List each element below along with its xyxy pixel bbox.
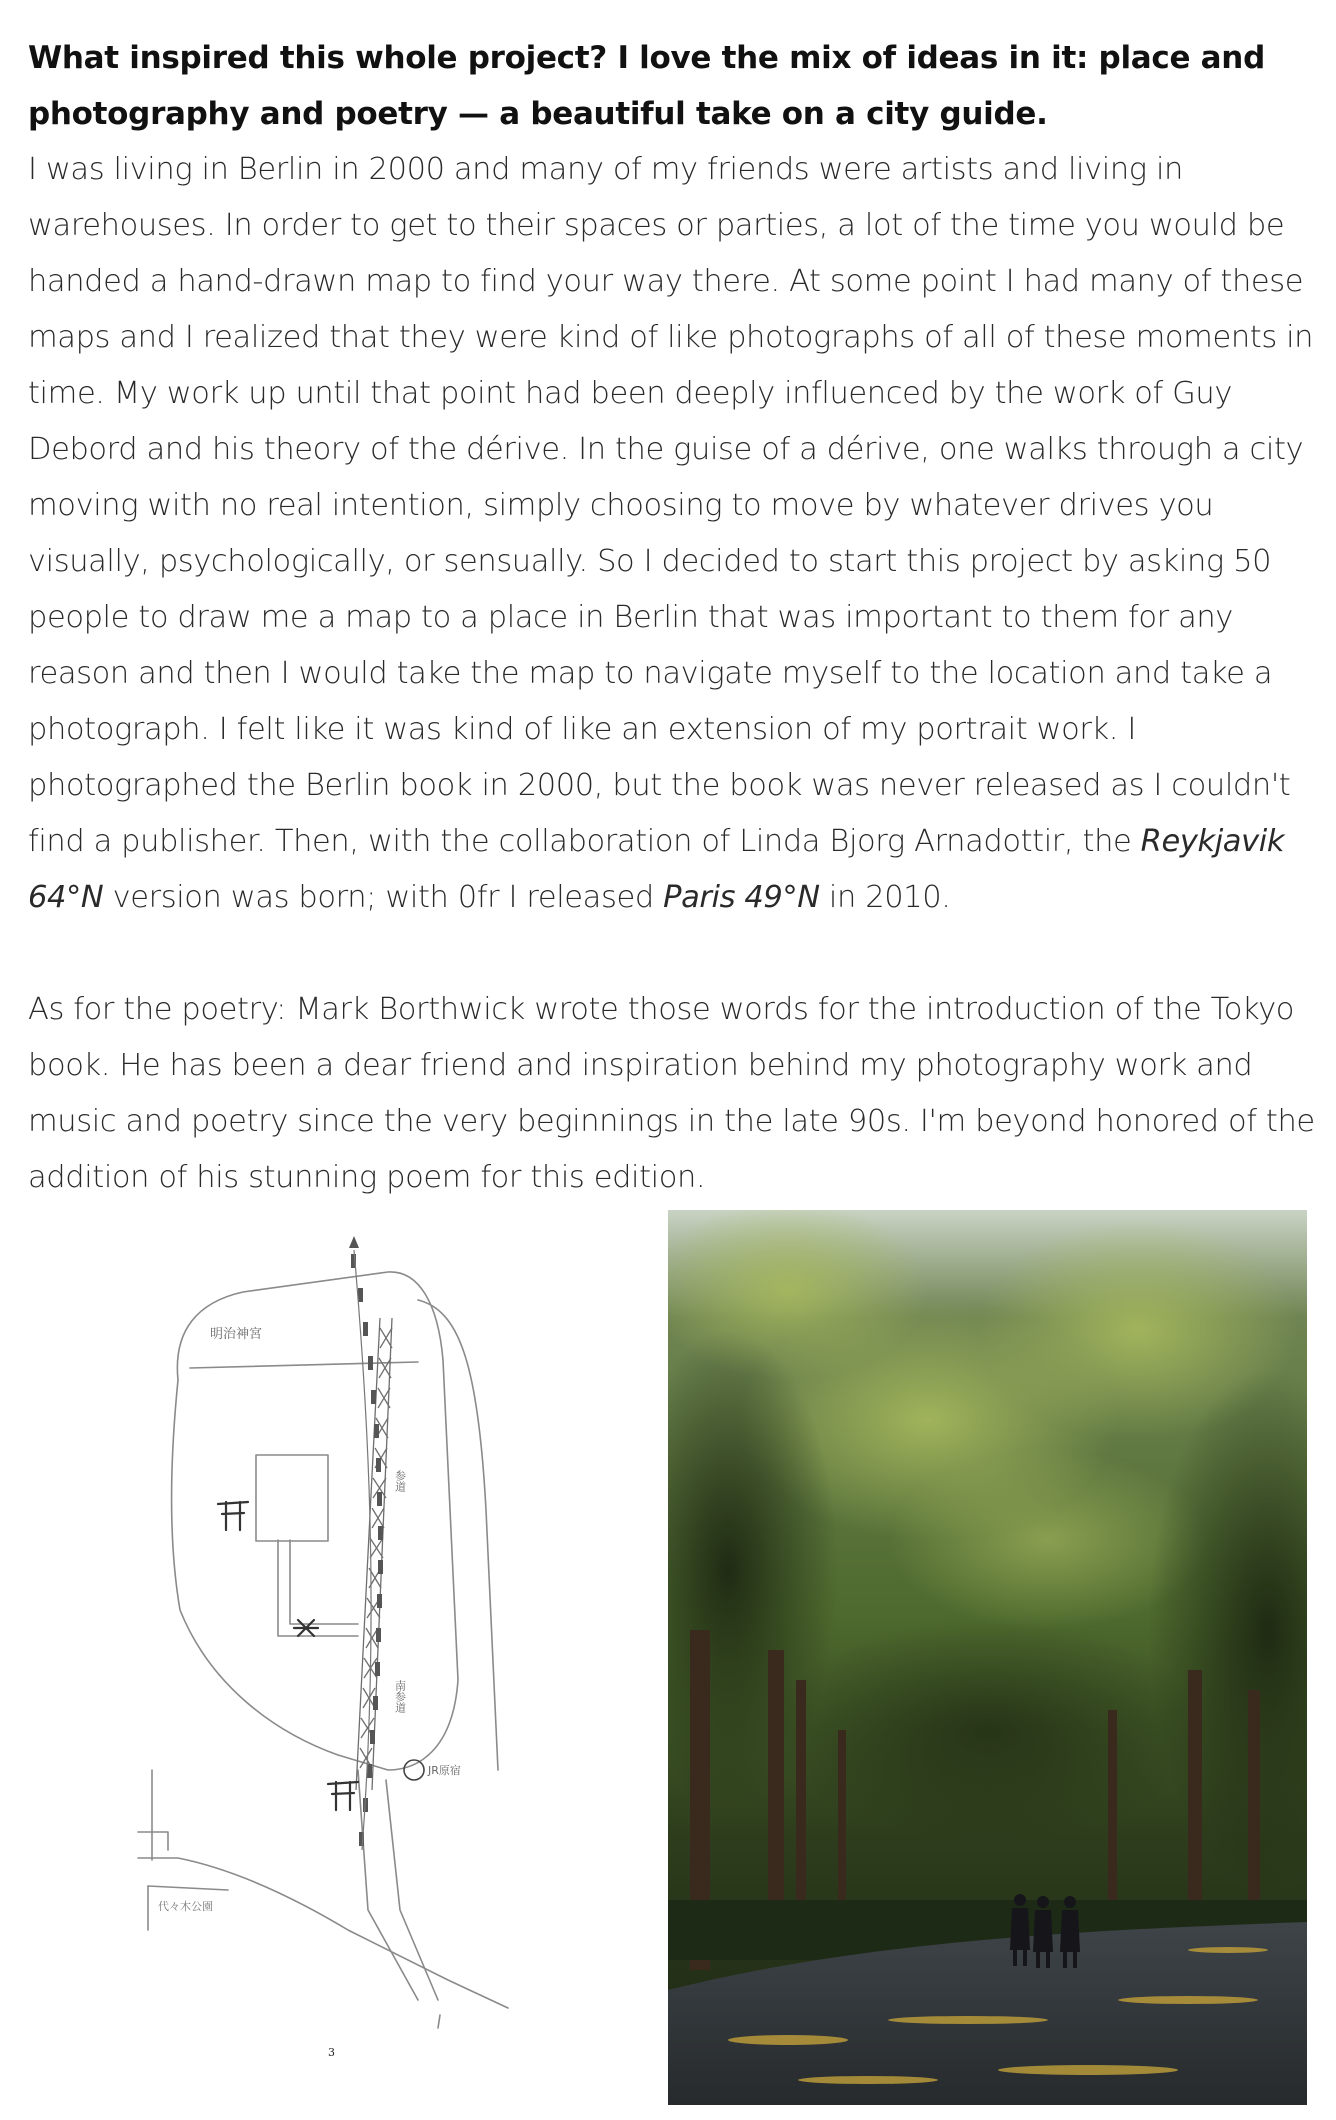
map-label-park: 代々木公園 (158, 1900, 213, 1913)
interview-answer-paragraph-2: As for the poetry: Mark Borthwick wrote those words for the introduction of the Tokyo book. He has been a dear friend and inspiration behind my photography work and music and poetry since the very beginnings in the late 90s. I'm beyond honored of the addition of his stunning poem for this edition. (28, 992, 1315, 1195)
hand-drawn-map (118, 1210, 558, 2110)
answer-text-part-1: I was living in Berlin in 2000 and many of my friends were artists and living in warehouses. In order to get to their spaces or parties, a lot of the time you would be handed a hand-drawn map to find your way there. At some point I had many of these maps and I realized that they were kind of like photographs of all of these moments in time. My work up until that point had been deeply influenced by the work of Guy Debord and his theory of the dérive. In the guise of a dérive, one walks through a city moving with no real intention, simply choosing to move by whatever drives you visually, psychologically, or sensually. So I decided to start this project by asking 50 people to draw me a map to a place in Berlin that was important to them for any reason and then I would take the map to navigate myself to the location and take a photograph. I felt like it was kind of like an extension of my portrait work. I photographed the Berlin book in 2000, but the book was never released as I couldn't find a publisher. Then, with the collaboration of Linda Bjorg Arnadottir, the (28, 152, 1314, 859)
station-marker-icon (404, 1760, 424, 1780)
interview-answer-paragraph-1 (28, 142, 1318, 926)
book-title-reykjavik: Reykjavik 64°N (28, 824, 1285, 915)
interview-question: What inspired this whole project? I love the mix of ideas in it: place and photography and poetry — a beautiful take on a city guide. (28, 40, 1265, 132)
answer-text-part-3: in 2010. (819, 880, 951, 915)
page-number: 3 (328, 2046, 335, 2059)
map-label-upper-approach: 参道 (393, 1470, 407, 1492)
forest-path-photo (668, 1210, 1307, 2105)
answer-text-part-2: version was born; with 0fr I released (103, 880, 664, 915)
map-label-station: JR原宿 (428, 1764, 461, 1777)
map-label-meiji-jingu: 明治神宮 (210, 1327, 263, 1342)
map-label-south-approach: 南参道 (393, 1680, 407, 1713)
interview-article (28, 30, 1318, 1206)
book-title-paris: Paris 49°N (663, 880, 820, 915)
figures-row (0, 1210, 1336, 2120)
